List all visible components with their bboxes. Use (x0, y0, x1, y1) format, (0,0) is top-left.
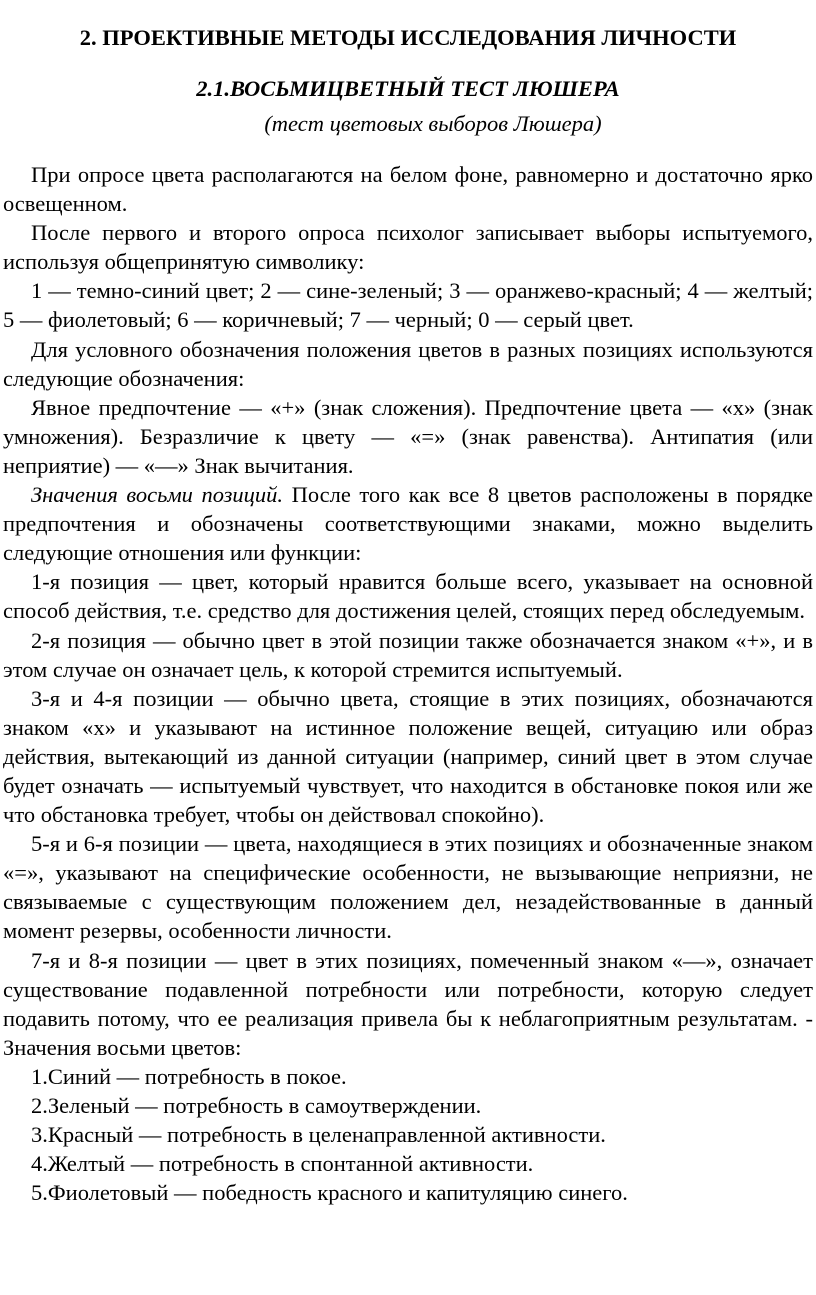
paragraph-position-7-8: 7-я и 8-я позиции — цвет в этих позициях, помеченный знаком «—», означает существование подавленной потребности или потребности, которую следует подавить потому, что ее реализация привела бы к неблагоприятным результатам. - Значения восьми цветов: (3, 947, 813, 1060)
paragraph-position-1: 1-я позиция — цвет, который нравится больше всего, указывает на основной способ действия, т.е. средство для достижения целей, стоящих перед обследуемым. (3, 569, 813, 624)
subtitle: (тест цветовых выборов Люшера) (264, 111, 602, 136)
list-item: 3.Красный — потребность в целенаправленной активности. (31, 1122, 606, 1148)
paragraph-positions-intro (3, 480, 813, 567)
list-item: 1.Синий — потребность в покое. (31, 1063, 347, 1089)
paragraph-position-5-6: 5-я и 6-я позиции — цвета, находящиеся в этих позициях и обозначенные знаком «=», указывают на специфические особенности, не вызывающие неприязни, не связываемые с существующим положением дел, незадействованные в данный момент резервы, особенности личности. (3, 831, 813, 944)
paragraph-notation-signs: Явное предпочтение — «+» (знак сложения). Предпочтение цвета — «х» (знак умножения). Безразличие к цвету — «=» (знак равенства). Антипатия (или неприятие) — «—» Знак вычитания. (3, 394, 813, 478)
list-item: 5.Фиолетовый — победность красного и капитуляцию синего. (31, 1180, 628, 1206)
list-item: 4.Желтый — потребность в спонтанной активности. (31, 1151, 534, 1177)
paragraph-position-3-4: 3-я и 4-я позиции — обычно цвета, стоящие в этих позициях, обозначаются знаком «х» и указывают на истинное положение вещей, ситуацию или образ действия, вытекающий из данной ситуации (например, синий цвет в этом случае будет означать — испытуемый чувствует, что находится в обстановке покоя или же что обстановка требует, чтобы он действовал спокойно). (3, 685, 813, 828)
paragraph-position-2: 2-я позиция — обычно цвет в этой позиции также обозначается знаком «+», и в этом случае он означает цель, к которой стремится испытуемый. (3, 627, 813, 682)
subsection-title: 2.1.ВОСЬМИЦВЕТНЫЙ ТЕСТ ЛЮШЕРА (196, 76, 620, 101)
positions-intro-text: После того как все 8 цветов расположены в порядке предпочтения и обозначены соответствующими знаками, можно выделить следующие отношения или функции: (3, 482, 813, 566)
body-text (3, 160, 813, 1207)
paragraph-lighting: При опросе цвета располагаются на белом фоне, равномерно и достаточно ярко освещенном. (3, 162, 813, 217)
list-item: 2.Зеленый — потребность в самоутверждении. (31, 1093, 482, 1118)
positions-heading: Значения восьми позиций. (31, 482, 284, 508)
section-title: 2. ПРОЕКТИВНЫЕ МЕТОДЫ ИССЛЕДОВАНИЯ ЛИЧНОСТИ (79, 25, 737, 50)
paragraph-recording: После первого и второго опроса психолог записывает выборы испытуемого, используя общепринятую символику: (3, 220, 813, 275)
paragraph-notation-intro: Для условного обозначения положения цветов в разных позициях используются следующие обозначения: (3, 336, 813, 391)
paragraph-color-codes: 1 — темно-синий цвет; 2 — сине-зеленый; 3 — оранжево-красный; 4 — желтый; 5 — фиолетовый; 6 — коричневый; 7 — черный; 0 — серый цвет. (3, 278, 813, 333)
